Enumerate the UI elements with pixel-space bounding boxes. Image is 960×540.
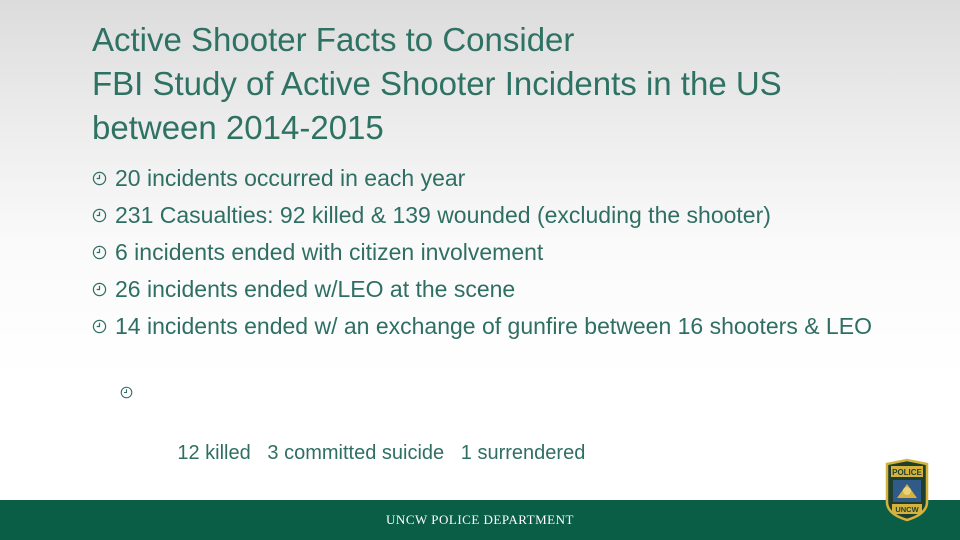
footer-text: UNCW POLICE DEPARTMENT: [386, 512, 574, 527]
bullet-text: 6 incidents ended with citizen involvement: [115, 239, 544, 265]
svg-text:UNCW: UNCW: [895, 505, 919, 514]
clock-icon: [120, 386, 133, 399]
clock-icon: [92, 282, 107, 297]
sub-bullet-list: [120, 378, 820, 498]
clock-icon: [92, 319, 107, 334]
clock-icon: [92, 245, 107, 260]
bullet-item: [92, 200, 892, 231]
title-line-1: Active Shooter Facts to Consider: [92, 21, 575, 58]
police-badge-logo: [883, 458, 931, 522]
bullet-text: 20 incidents occurred in each year: [115, 165, 466, 191]
bullet-item: [92, 237, 892, 268]
svg-text:POLICE: POLICE: [892, 468, 922, 477]
bullet-item: [92, 311, 892, 342]
clock-icon: [92, 208, 107, 223]
footer-bar: [0, 500, 960, 540]
bullet-item: [92, 274, 892, 305]
bullet-text: 231 Casualties: 92 killed & 139 wounded (excluding the shooter): [115, 202, 771, 228]
sub-bullet-item: [120, 378, 820, 498]
title-line-3: between 2014-2015: [92, 109, 384, 146]
bullet-list: [92, 163, 892, 342]
sub-bullet-text: 12 killed 3 committed suicide 1 surrendered: [177, 442, 586, 464]
title-line-2: FBI Study of Active Shooter Incidents in the US: [92, 65, 782, 102]
clock-icon: [92, 171, 107, 186]
bullet-item: [92, 163, 892, 194]
bullet-text: 14 incidents ended w/ an exchange of gunfire between 16 shooters & LEO: [115, 313, 872, 339]
slide-title: [92, 18, 912, 150]
bullet-text: 26 incidents ended w/LEO at the scene: [115, 276, 516, 302]
